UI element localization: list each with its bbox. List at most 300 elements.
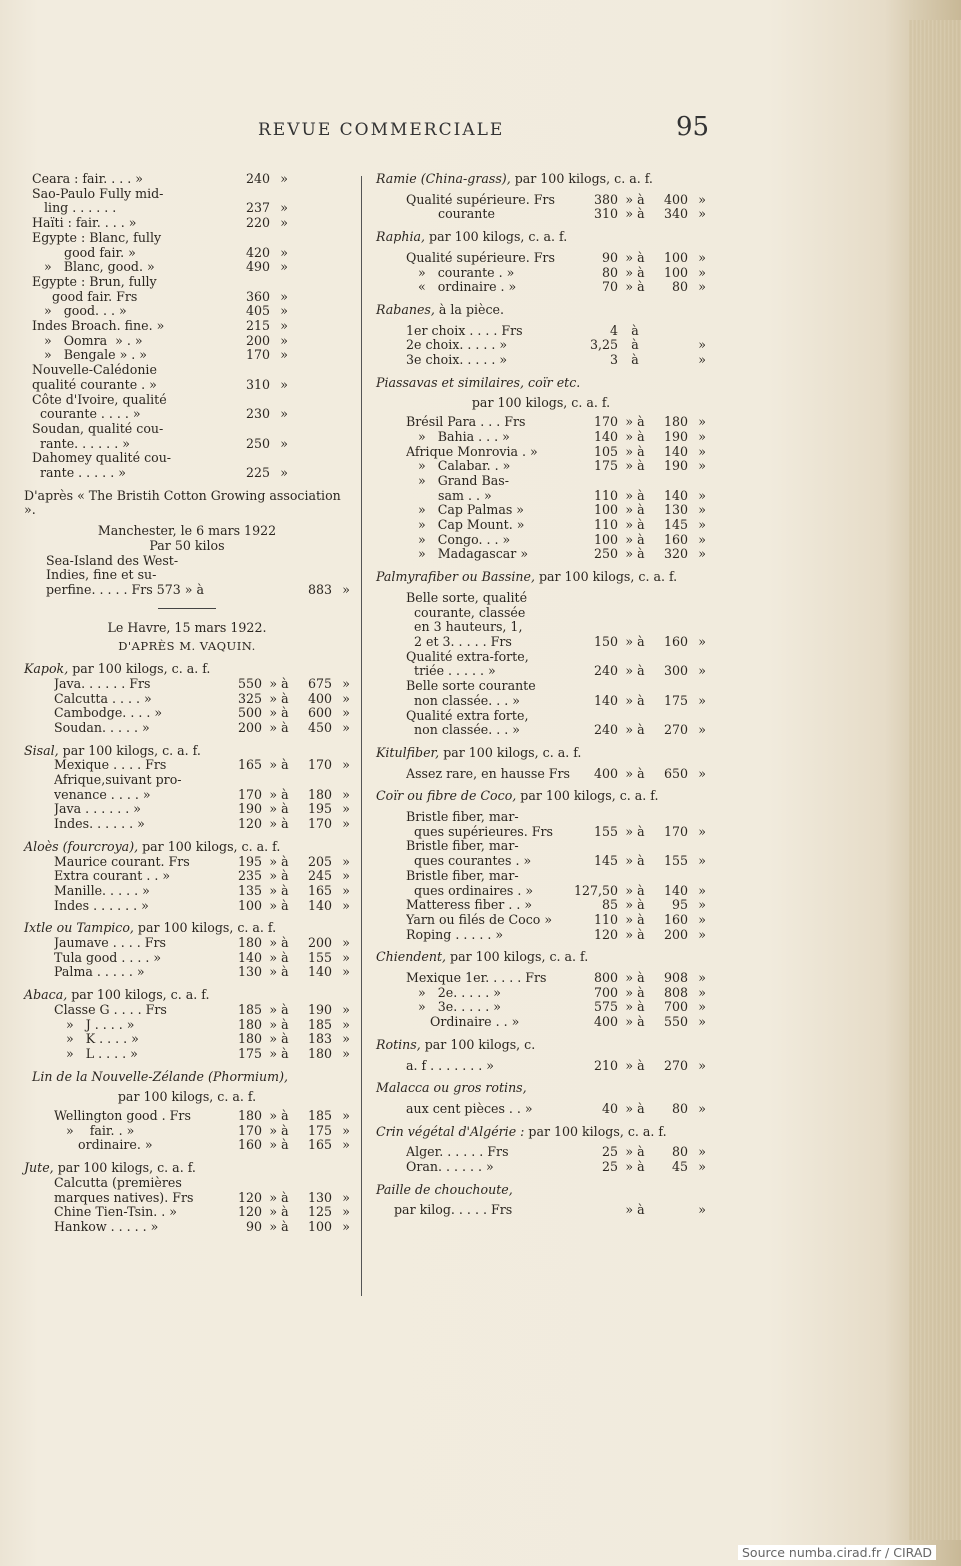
price-end: » (698, 487, 706, 503)
section-unit: par 100 kilogs, c. a. f. (524, 1123, 667, 1139)
page-edge (909, 20, 961, 1540)
section-title: Crin végétal d'Algérie : (376, 1123, 525, 1139)
price-row (24, 788, 350, 803)
price-high (652, 474, 688, 489)
price-end: » (342, 1189, 350, 1205)
range-sep: » à (269, 705, 289, 721)
item-name: Calcutta (premières (54, 1175, 182, 1190)
price-high: 450 (307, 719, 332, 735)
price-low: 80 (601, 264, 618, 280)
price-end: » (342, 897, 350, 913)
price-row (24, 1109, 350, 1124)
jute-heading: Jute, par 100 kilogs, c. a. f. (24, 1160, 196, 1176)
price-high: 185 (307, 1016, 332, 1032)
price-high: 200 (663, 926, 688, 942)
range-sep: » à (269, 1137, 289, 1153)
range-sep: à (631, 337, 639, 353)
price-low (574, 839, 618, 854)
price-low: 240 (593, 663, 618, 679)
price-end: » (698, 823, 706, 839)
price-low: 400 (593, 1014, 618, 1030)
price-row (376, 474, 706, 489)
price-row (24, 1018, 350, 1033)
price-high: 180 (307, 786, 332, 802)
price-row (376, 1059, 706, 1074)
price (226, 363, 270, 378)
section-heading (376, 1081, 706, 1096)
item-name: par kilog. . . . . Frs (394, 1203, 513, 1218)
section-unit: par 100 kilogs, c. a. f. (534, 569, 678, 585)
price-end: » (342, 1122, 350, 1138)
price-high: 650 (663, 765, 688, 781)
item-name: courante, classée (406, 605, 526, 620)
range-sep: » à (625, 279, 645, 295)
price-high (652, 353, 688, 368)
price-high: 125 (307, 1204, 332, 1220)
price-high: 183 (307, 1031, 332, 1047)
price-high: 130 (663, 502, 688, 518)
item-name: aux cent pièces . . » (406, 1101, 533, 1116)
price-end: » (280, 347, 288, 363)
price-end: » (342, 949, 350, 965)
section-heading (24, 744, 350, 759)
item-name: Calcutta . . . . » (54, 691, 152, 706)
price: 405 (245, 303, 270, 319)
price-row (376, 679, 706, 694)
price: 240 (245, 171, 270, 186)
item-name: Yarn ou filés de Coco » (406, 912, 553, 927)
price-low: 380 (593, 191, 618, 207)
price-row (376, 839, 706, 854)
range-sep: » à (625, 414, 645, 430)
price-row (24, 1220, 350, 1235)
price-high (652, 591, 688, 606)
price-end: » (698, 279, 706, 295)
price-row (376, 193, 706, 208)
lin-title: Lin de la Nouvelle-Zélande (Phormium), (32, 1068, 289, 1084)
range-sep: » à (625, 264, 645, 280)
price-end (332, 1176, 350, 1191)
price-row (376, 606, 706, 621)
item-name: courante (406, 207, 495, 222)
price-low: 700 (593, 984, 618, 1000)
price-low (218, 773, 262, 788)
source-credit: Source numba.cirad.fr / CIRAD (738, 1545, 936, 1560)
price-row (376, 533, 706, 548)
price-end (332, 773, 350, 788)
item-name: 1er choix . . . . Frs (406, 323, 523, 338)
price-row (376, 503, 706, 518)
range-sep (262, 1176, 296, 1191)
price-low: 105 (593, 443, 618, 459)
price-row (376, 1015, 706, 1030)
price-low: 195 (237, 853, 262, 869)
cotton-row (24, 201, 350, 216)
price-low (574, 679, 618, 694)
price-row (376, 986, 706, 1001)
item-name: Wellington good . Frs (54, 1109, 191, 1124)
price-end (688, 650, 706, 665)
price-high: 80 (671, 1100, 688, 1116)
range-sep: » à (269, 1031, 289, 1047)
price-row (376, 489, 706, 504)
spacer (288, 246, 350, 261)
item-name: Qualité extra-forte, (406, 649, 529, 664)
item-name: Extra courant . . » (54, 869, 171, 884)
price-row (376, 825, 706, 840)
cotton-row (24, 304, 350, 319)
price-end: » (280, 215, 288, 231)
item-name: Bristle fiber, mar- (406, 868, 519, 883)
price-end (688, 474, 706, 489)
spacer (288, 201, 350, 216)
price-low: 4 (609, 322, 618, 338)
section-title: Kitulfiber, (376, 744, 440, 760)
havre-source: D'APRÈS M. VAQUIN. (118, 639, 256, 654)
section-rule (158, 608, 216, 609)
item-name: Maurice courant. Frs (54, 854, 190, 869)
price-low: 140 (593, 428, 618, 444)
range-sep (618, 591, 652, 606)
section-title: Abaca, (24, 987, 68, 1003)
price-end (688, 839, 706, 854)
price-low: 40 (601, 1100, 618, 1116)
price (226, 231, 270, 246)
manchester-date: Manchester, le 6 mars 1922 (97, 523, 277, 539)
price-low: 3,25 (589, 337, 618, 353)
section-title: Paille de chouchoute, (376, 1181, 513, 1197)
price-end: » (280, 406, 288, 422)
price-low: 100 (593, 531, 618, 547)
price-high: 100 (663, 264, 688, 280)
page-number: 95 (676, 112, 710, 142)
price-high (652, 810, 688, 825)
section-heading (376, 230, 706, 245)
item-name: Palma . . . . . » (54, 965, 145, 980)
price-high: 140 (663, 443, 688, 459)
price-row (376, 664, 706, 679)
range-sep: » à (269, 1204, 289, 1220)
price-low: 120 (593, 926, 618, 942)
item-name: Qualité supérieure. Frs (406, 250, 555, 265)
price-low: 120 (237, 1189, 262, 1205)
price-high: 155 (663, 853, 688, 869)
price-high: 170 (307, 816, 332, 832)
price-end (688, 810, 706, 825)
spacer (288, 437, 350, 452)
price-row (24, 802, 350, 817)
price-row (24, 1032, 350, 1047)
price-low: 3 (609, 352, 618, 368)
range-sep (618, 810, 652, 825)
price-row (24, 1191, 350, 1206)
price-row (376, 854, 706, 869)
cotton-row (24, 407, 350, 422)
price-row (24, 884, 350, 899)
price-end: » (280, 244, 288, 260)
price-low: 90 (601, 249, 618, 265)
price-high: 340 (663, 206, 688, 222)
price-high (652, 869, 688, 884)
range-sep: » à (269, 801, 289, 817)
price-low: 120 (237, 816, 262, 832)
section-heading (24, 921, 350, 936)
cotton-row (24, 348, 350, 363)
item-name: Haïti : fair. . . . » (32, 216, 137, 231)
item-name: Belle sorte courante (406, 679, 536, 694)
price-row (24, 1205, 350, 1220)
range-sep: » à (269, 786, 289, 802)
price-low: 550 (237, 675, 262, 691)
range-sep: » à (269, 964, 289, 980)
spacer (288, 363, 350, 378)
price-end: » (698, 911, 706, 927)
item-name: » fair. . » (54, 1123, 135, 1138)
section-heading (376, 1183, 706, 1198)
price-end (688, 606, 706, 621)
price-low: 575 (593, 999, 618, 1015)
item-name: Belle sorte, qualité (406, 590, 528, 605)
item-name: rante. . . . . . » (32, 436, 130, 451)
price-end: » (698, 882, 706, 898)
price-end: » (698, 249, 706, 265)
range-sep: » à (269, 1219, 289, 1234)
spacer (288, 334, 350, 349)
section-unit: par 100 kilogs, c. (420, 1036, 536, 1052)
price-high (652, 709, 688, 724)
price-row (24, 936, 350, 951)
price-high: 175 (663, 692, 688, 708)
price-end: » (698, 337, 706, 353)
range-sep: » à (625, 926, 645, 942)
price-high (652, 324, 688, 339)
jute-price-list (24, 1176, 350, 1235)
price-row (376, 635, 706, 650)
price-low: 140 (237, 949, 262, 965)
range-sep: » à (625, 633, 645, 649)
price-row (24, 869, 350, 884)
cotton-row (24, 290, 350, 305)
price-high: 45 (671, 1159, 688, 1175)
range-sep: » à (625, 428, 645, 444)
item-name: sam . . » (406, 488, 492, 503)
price: 360 (245, 288, 270, 304)
section-unit: par 100 kilogs, c. a. f. (425, 229, 568, 245)
range-sep: » à (625, 765, 645, 781)
price-low: 155 (593, 823, 618, 839)
range-sep: » à (269, 949, 289, 965)
price-high: 155 (307, 949, 332, 965)
item-name: Java. . . . . . Frs (54, 676, 151, 691)
range-sep: » à (625, 1014, 645, 1030)
price-row (24, 1176, 350, 1191)
price-row (24, 1003, 350, 1018)
section-heading (376, 303, 706, 318)
price-end: » (342, 964, 350, 980)
price-row (376, 1102, 706, 1117)
range-sep: » à (269, 1016, 289, 1032)
range-sep: » à (269, 675, 289, 691)
cotton-row (24, 393, 350, 408)
price-high: 160 (663, 911, 688, 927)
price-high: 80 (671, 279, 688, 295)
item-name: venance . . . . » (54, 787, 151, 802)
price-end: » (342, 882, 350, 898)
price-low: 185 (237, 1001, 262, 1017)
price-high: 180 (663, 414, 688, 430)
range-sep (618, 620, 652, 635)
section-title: Malacca ou gros rotins, (376, 1080, 527, 1096)
price-end: » (698, 692, 706, 708)
price: 170 (245, 347, 270, 363)
price: 237 (245, 200, 270, 216)
price-low: 210 (593, 1057, 618, 1073)
range-sep: » à (625, 1159, 645, 1175)
cotton-row (24, 260, 350, 275)
cotton-row (24, 363, 350, 378)
price-row (24, 706, 350, 721)
item-name: » Grand Bas- (406, 473, 509, 488)
price-high: 600 (307, 705, 332, 721)
price-high (296, 773, 332, 788)
price-end: » (342, 690, 350, 706)
spacer (288, 378, 350, 393)
item-name: Ordinaire . . » (406, 1015, 520, 1030)
section-unit: par 100 kilogs, c. a. f. (138, 838, 281, 854)
price-end: » (342, 786, 350, 802)
price-low: 85 (601, 897, 618, 913)
cotton-row (24, 275, 350, 290)
price-end: » (698, 206, 706, 222)
price (226, 187, 270, 202)
item-name: ques supérieures. Frs (406, 824, 553, 839)
item-name: non classée. . . » (406, 723, 520, 738)
price-low (574, 810, 618, 825)
range-sep: » à (269, 1108, 289, 1124)
price: 220 (245, 215, 270, 231)
price-high: 140 (307, 964, 332, 980)
price-high: 205 (307, 853, 332, 869)
price-end: » (342, 1016, 350, 1032)
price-row (24, 855, 350, 870)
item-name: ques courantes . » (406, 854, 532, 869)
price-low: 145 (593, 853, 618, 869)
price-end: » (698, 853, 706, 869)
price-end: » (342, 719, 350, 735)
range-sep: » à (269, 757, 289, 773)
price-end: » (698, 663, 706, 679)
item-name: Afrique Monrovia . » (406, 444, 538, 459)
price-high: 100 (663, 249, 688, 265)
item-name: Qualité supérieure. Frs (406, 192, 555, 207)
section-heading (376, 570, 706, 585)
section-unit: par 100 kilogs, c. a. f. (58, 742, 201, 758)
price-low: 175 (593, 458, 618, 474)
section-unit: par 100 kilogs, c. a. f. (133, 920, 277, 936)
price-low: 110 (593, 911, 618, 927)
price-end (270, 363, 288, 378)
item-name: » 3e. . . . . » (406, 1000, 501, 1015)
item-name: Cambodge. . . . » (54, 706, 163, 721)
price-row (376, 694, 706, 709)
item-name: good fair. Frs (32, 289, 138, 304)
running-header: REVUE COMMERCIALE (258, 120, 505, 140)
price-end: » (698, 1159, 706, 1175)
price-low: 170 (593, 414, 618, 430)
price-end: » (280, 288, 288, 304)
price-high: 200 (307, 935, 332, 951)
price-end: » (698, 531, 706, 547)
range-sep: » à (625, 984, 645, 1000)
range-sep: à (631, 322, 639, 338)
price-row (376, 869, 706, 884)
cotton-row (24, 378, 350, 393)
price-row (376, 928, 706, 943)
range-sep: » à (625, 1202, 645, 1218)
price-row (376, 338, 706, 353)
lin-unit: par 100 kilogs, c. a. f. (117, 1089, 257, 1105)
price-low: 25 (601, 1144, 618, 1160)
item-name: Egypte : Blanc, fully (32, 230, 162, 245)
section-title: Sisal, (24, 742, 59, 758)
price-high: 320 (663, 546, 688, 562)
price-low (574, 474, 618, 489)
price-end (688, 679, 706, 694)
item-name: « ordinaire . » (406, 280, 517, 295)
price: 230 (245, 406, 270, 422)
price-end: » (698, 546, 706, 562)
range-sep: » à (625, 1144, 645, 1160)
item-name: Oran. . . . . . » (406, 1160, 494, 1175)
price-end: » (698, 999, 706, 1015)
cotton-row (24, 437, 350, 452)
price-low: 310 (593, 206, 618, 222)
price-row (376, 913, 706, 928)
price-row (24, 817, 350, 832)
price-end: » (280, 171, 288, 186)
section-heading (376, 1125, 706, 1140)
price-low (574, 591, 618, 606)
price-low: 180 (237, 1108, 262, 1124)
price-end: » (698, 458, 706, 474)
price-end: » (342, 1108, 350, 1124)
price-end: » (342, 1137, 350, 1153)
range-sep (618, 650, 652, 665)
spacer (288, 407, 350, 422)
section-heading (376, 950, 706, 965)
range-sep: » à (269, 868, 289, 884)
item-name: Ceara : fair. . . . » (32, 172, 143, 186)
price-end: » (280, 435, 288, 451)
range-sep: » à (269, 816, 289, 832)
price-low: 127,50 (574, 882, 619, 898)
item-name: » Calabar. . » (406, 459, 511, 474)
section-title: Chiendent, (376, 949, 447, 965)
price-low (574, 620, 618, 635)
price-row (376, 810, 706, 825)
price-high: 170 (663, 823, 688, 839)
range-sep: » à (625, 249, 645, 265)
right-column (376, 172, 706, 1218)
item-name: 3e choix. . . . . » (406, 353, 508, 368)
price-high: 95 (671, 897, 688, 913)
item-name: en 3 hauteurs, 1, (406, 620, 523, 635)
price-high: 190 (663, 428, 688, 444)
range-sep: » à (269, 690, 289, 706)
range-sep: » à (625, 1100, 645, 1116)
price-end: » (342, 816, 350, 832)
range-sep: » à (625, 882, 645, 898)
